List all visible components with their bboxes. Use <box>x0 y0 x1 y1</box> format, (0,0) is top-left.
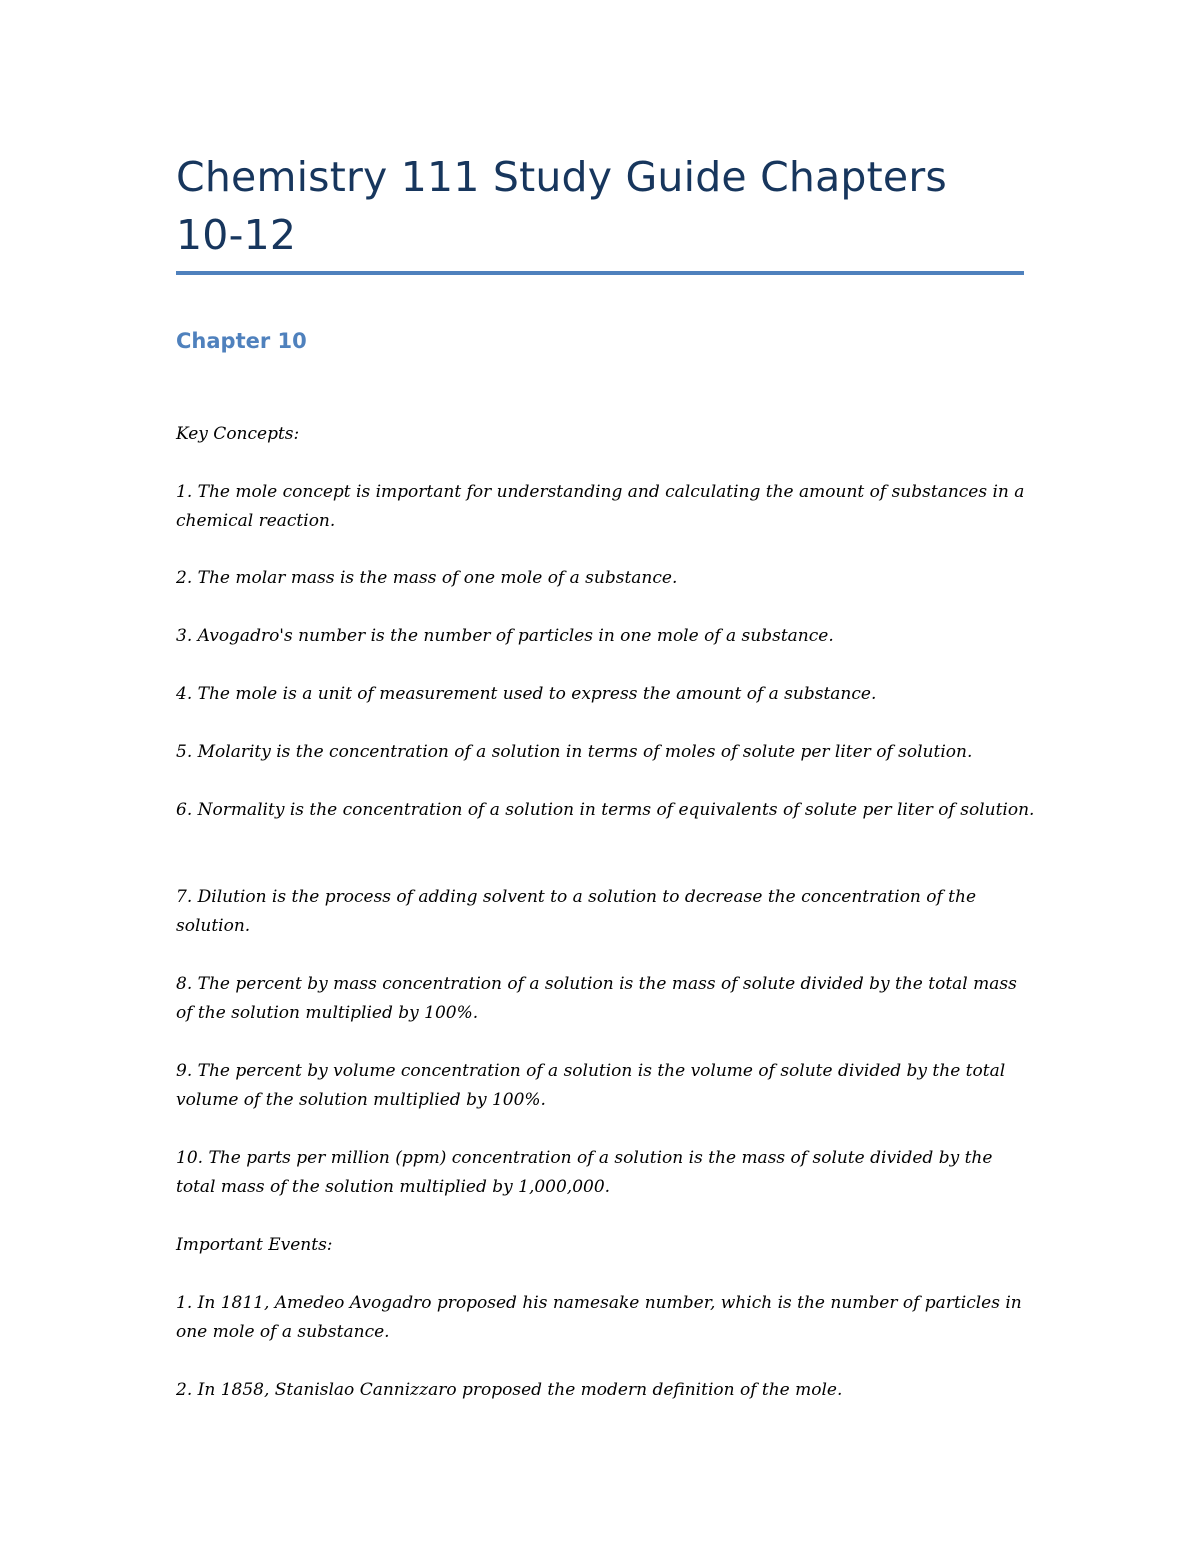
document-title <box>176 148 1036 264</box>
key-concept-item: 4. The mole is a unit of measurement used to express the amount of a substance. <box>176 684 877 704</box>
title-underline-rule <box>176 271 1024 275</box>
chapter-heading: Chapter 10 <box>176 329 307 353</box>
key-concept-item: 2. The molar mass is the mass of one mole of a substance. <box>176 568 678 588</box>
important-event-item: 1. In 1811, Amedeo Avogadro proposed his namesake number, which is the number of particles in one mole of a substance. <box>176 1293 1022 1342</box>
key-concept-item: 10. The parts per million (ppm) concentration of a solution is the mass of solute divided by the total mass of the solution multiplied by 1,000,000. <box>176 1148 993 1197</box>
title-line-1: Chemistry 111 Study Guide Chapters <box>176 153 947 201</box>
important-event-item: 2. In 1858, Stanislao Cannizzaro proposed the modern definition of the mole. <box>176 1380 843 1400</box>
title-line-2: 10-12 <box>176 211 297 259</box>
key-concept-item: 7. Dilution is the process of adding solvent to a solution to decrease the concentration of the solution. <box>176 887 977 936</box>
key-concept-item: 8. The percent by mass concentration of a solution is the mass of solute divided by the total mass of the solution multiplied by 100%. <box>176 974 1017 1023</box>
key-concept-item: 6. Normality is the concentration of a solution in terms of equivalents of solute per liter of solution. <box>176 800 1035 820</box>
important-events-label: Important Events: <box>176 1235 333 1255</box>
key-concept-item: 1. The mole concept is important for understanding and calculating the amount of substances in a chemical reaction. <box>176 482 1025 531</box>
key-concept-item: 9. The percent by volume concentration of a solution is the volume of solute divided by the total volume of the solution multiplied by 100%. <box>176 1061 1006 1110</box>
key-concepts-label: Key Concepts: <box>176 424 300 444</box>
key-concept-item: 3. Avogadro's number is the number of particles in one mole of a substance. <box>176 626 834 646</box>
key-concept-item: 5. Molarity is the concentration of a solution in terms of moles of solute per liter of solution. <box>176 742 973 762</box>
